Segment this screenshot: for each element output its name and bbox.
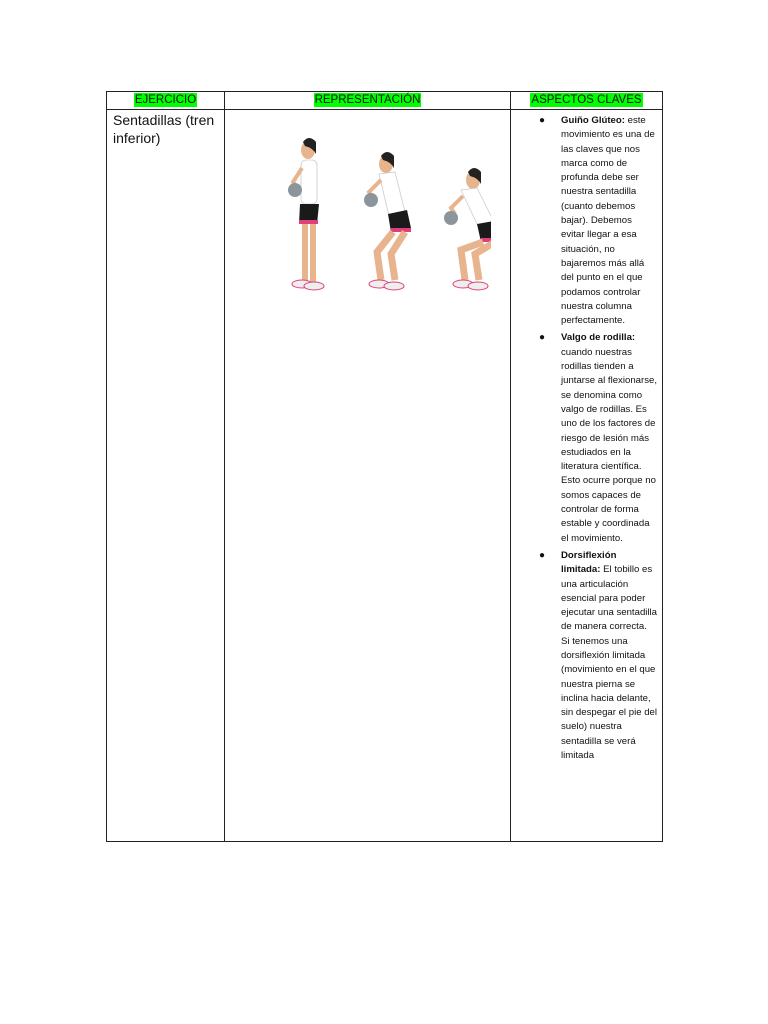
header-key-aspects [511, 92, 663, 110]
representation-cell [225, 110, 511, 842]
header-representation-label: REPRESENTACIÓN [314, 94, 421, 106]
exercise-cell [107, 110, 225, 842]
bullet-icon: ● [539, 115, 546, 126]
key-aspects-cell [511, 110, 663, 842]
header-representation [225, 92, 511, 110]
header-key-aspects-label: ASPECTOS CLAVES [531, 94, 642, 106]
header-exercise-label: EJERCICIO [134, 94, 197, 106]
squat-figure-deep [444, 168, 491, 290]
key-aspect-text: cuando nuestras rodillas tienden a juntarse al flexionarse, se denomina como valgo de rodillas. Es uno de los factores de riesgo de lesión más estudiados en la literatura científica. Esto ocurre porque no somos capaces de controlar de forma estable y coordinada el movimiento. [561, 346, 657, 544]
exercise-row [107, 110, 663, 842]
squat-figure-mid [364, 152, 411, 290]
header-row [107, 92, 663, 110]
exercise-table [106, 91, 663, 842]
squat-illustration [225, 110, 510, 301]
key-aspect-title: Valgo de rodilla: [561, 332, 636, 344]
squat-figure-standing [288, 138, 324, 290]
header-exercise [107, 92, 225, 110]
key-aspect-title: Guiño Glúteo: [561, 115, 625, 126]
key-aspect-item [511, 549, 658, 763]
key-aspect-title: Dorsiflexión limitada: [561, 549, 617, 576]
exercise-name: Sentadillas (tren inferior) [113, 112, 215, 146]
bullet-icon: ● [539, 549, 546, 561]
key-aspects-list [511, 110, 662, 763]
key-aspect-text: este movimiento es una de las claves que nos marca como de profunda debe ser nuestra sentadilla (cuanto debemos bajar). Debemos evitar llegar a esa situación, no bajaremos más allá del punto en el que podamos controlar nuestra columna perfectamente. [561, 115, 655, 327]
key-aspect-text: El tobillo es una articulación esencial para poder ejecutar una sentadilla de manera correcta. Si tenemos una dorsiflexión limitada (movimiento en el que nuestra pierna se inclina hacia delante, sin despegar el pie del suelo) nuestra sentadilla se verá limitada [561, 564, 658, 762]
key-aspect-item [511, 114, 658, 328]
bullet-icon: ● [539, 332, 546, 344]
squat-sequence-image [255, 124, 491, 296]
key-aspect-item [511, 331, 658, 545]
